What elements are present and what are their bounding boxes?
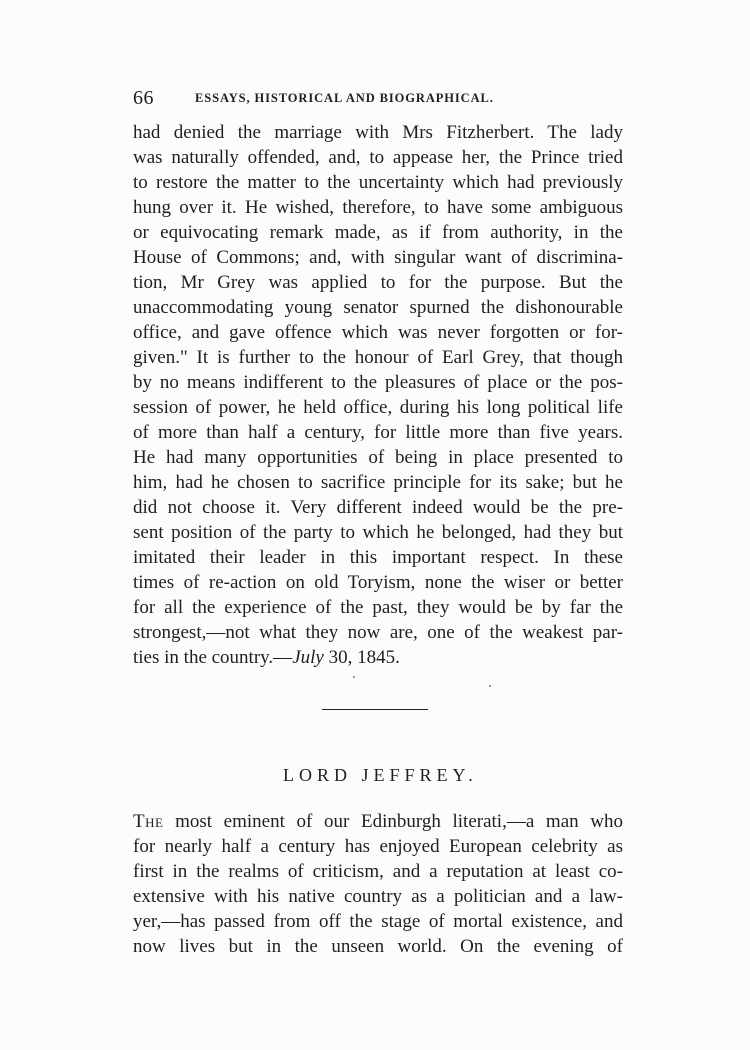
opening-word: The bbox=[133, 811, 164, 832]
text-line: imitated their leader in this important respect. In these bbox=[133, 547, 623, 568]
text-line: for nearly half a century has enjoyed European celebrity as bbox=[133, 836, 623, 857]
date-rest: 30, 1845. bbox=[323, 647, 400, 668]
text-line: to restore the matter to the uncertainty which had previously bbox=[133, 172, 623, 193]
text-line: strongest,—not what they now are, one of the weakest par- bbox=[133, 622, 623, 643]
ink-speck bbox=[353, 676, 355, 678]
section-first-line bbox=[133, 809, 623, 834]
first-line-text: most eminent of our Edinburgh literati,—a man who bbox=[163, 811, 623, 832]
text-line: had denied the marriage with Mrs Fitzherbert. The lady bbox=[133, 122, 623, 143]
text-line: sent position of the party to which he belonged, had they but bbox=[133, 522, 623, 543]
closing-line bbox=[133, 645, 623, 670]
section-divider bbox=[322, 709, 428, 710]
text-line: office, and gave offence which was never forgotten or for- bbox=[133, 322, 623, 343]
ink-speck bbox=[489, 685, 491, 687]
running-title: ESSAYS, HISTORICAL AND BIOGRAPHICAL. bbox=[195, 91, 494, 105]
date-month: July bbox=[292, 647, 324, 668]
text-line: unaccommodating young senator spurned the dishonourable bbox=[133, 297, 623, 318]
text-line: House of Commons; and, with singular want of discrimina- bbox=[133, 247, 623, 268]
closing-line-text: ties in the country.— bbox=[133, 647, 293, 668]
text-line: was naturally offended, and, to appease her, the Prince tried bbox=[133, 147, 623, 168]
section-title: LORD JEFFREY. bbox=[283, 765, 478, 785]
text-line: now lives but in the unseen world. On the evening of bbox=[133, 936, 623, 957]
page-number: 66 bbox=[133, 87, 154, 109]
text-line: tion, Mr Grey was applied to for the purpose. But the bbox=[133, 272, 623, 293]
text-line: times of re-action on old Toryism, none the wiser or better bbox=[133, 572, 623, 593]
text-line: by no means indifferent to the pleasures of place or the pos- bbox=[133, 372, 623, 393]
text-line: him, had he chosen to sacrifice principle for its sake; but he bbox=[133, 472, 623, 493]
text-line: extensive with his native country as a politician and a law- bbox=[133, 886, 623, 907]
essay-body bbox=[133, 120, 623, 670]
text-line: yer,—has passed from off the stage of mortal existence, and bbox=[133, 911, 623, 932]
text-line: of more than half a century, for little more than five years. bbox=[133, 422, 623, 443]
running-head bbox=[133, 86, 623, 110]
text-line: given." It is further to the honour of Earl Grey, that though bbox=[133, 347, 623, 368]
text-line: or equivocating remark made, as if from authority, in the bbox=[133, 222, 623, 243]
section-body bbox=[133, 809, 623, 959]
text-line: session of power, he held office, during his long political life bbox=[133, 397, 623, 418]
text-line: first in the realms of criticism, and a reputation at least co- bbox=[133, 861, 623, 882]
text-line: for all the experience of the past, they would be by far the bbox=[133, 597, 623, 618]
text-line: did not choose it. Very different indeed would be the pre- bbox=[133, 497, 623, 518]
text-line: He had many opportunities of being in place presented to bbox=[133, 447, 623, 468]
text-line: hung over it. He wished, therefore, to have some ambiguous bbox=[133, 197, 623, 218]
